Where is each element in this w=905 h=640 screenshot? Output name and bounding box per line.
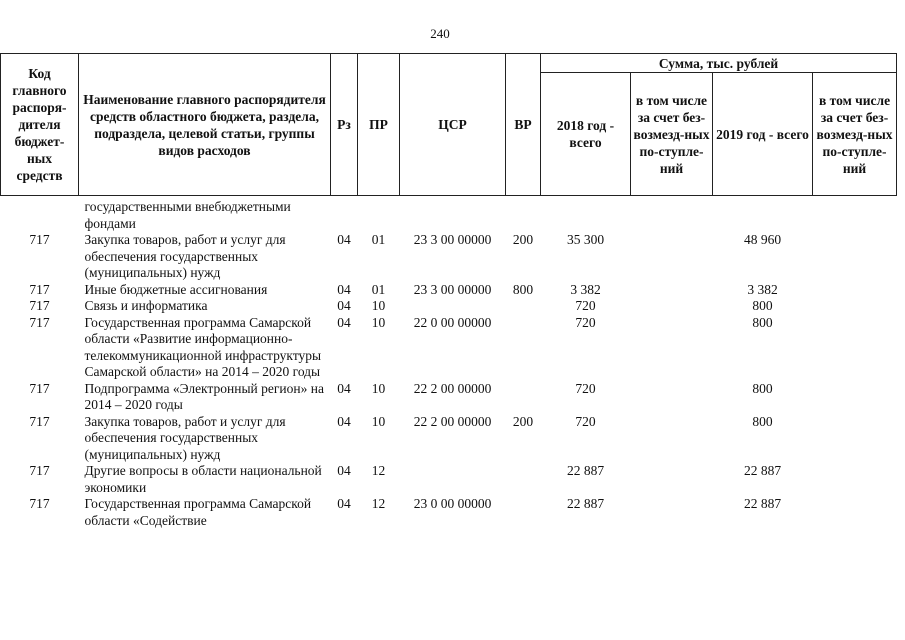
cell-vr	[506, 381, 541, 414]
cell-vr	[506, 298, 541, 315]
cell-vr: 800	[512, 281, 534, 297]
header-sum: Сумма, тыс. рублей	[541, 54, 897, 73]
cell-code: 717	[29, 314, 50, 330]
cell-2018-total: 22 887	[566, 463, 605, 478]
cell-2019-gratuitous	[813, 232, 897, 282]
cell-name: Иные бюджетные ассигнования	[84, 281, 268, 297]
cell-name: Другие вопросы в области национальной экономики	[84, 463, 322, 495]
cell-2019-total	[713, 196, 813, 233]
cell-2018-gratuitous	[631, 315, 713, 381]
cell-2018-total	[541, 196, 631, 233]
cell-2018-gratuitous	[631, 414, 713, 464]
cell-2018-gratuitous	[631, 381, 713, 414]
cell-pr	[358, 196, 400, 233]
cell-2019-gratuitous	[813, 315, 897, 381]
cell-2019-gratuitous	[813, 381, 897, 414]
cell-vr	[506, 315, 541, 381]
cell-2018-total: 3 382	[570, 281, 601, 297]
cell-pr: 10	[371, 314, 386, 330]
cell-pr: 01	[371, 281, 386, 297]
cell-vr: 200	[512, 413, 534, 429]
cell-code: 717	[29, 380, 50, 396]
cell-rz: 04	[337, 463, 351, 478]
cell-2019-total: 48 960	[743, 232, 782, 247]
table-row	[1, 315, 897, 381]
cell-code: 717	[29, 281, 50, 297]
cell-csr: 22 2 00 00000	[413, 413, 492, 429]
cell-vr	[506, 496, 541, 529]
cell-name: Связь и информатика	[84, 298, 208, 313]
cell-pr: 12	[371, 496, 386, 511]
cell-rz: 04	[337, 496, 351, 511]
cell-2019-gratuitous	[813, 496, 897, 529]
cell-pr: 12	[371, 463, 386, 478]
cell-csr	[400, 298, 506, 315]
cell-name: Государственная программа Самарской области «Развитие информационно-телекоммуникационной инфраструктуры Самарской области» на 2014 – 2020 годы	[84, 314, 322, 379]
cell-2019-total: 800	[752, 298, 773, 313]
cell-rz: 04	[337, 380, 351, 396]
cell-pr: 10	[371, 380, 386, 396]
cell-name: государственными внебюджетными фондами	[84, 199, 291, 231]
cell-pr: 10	[371, 298, 386, 313]
header-name: Наименование главного распорядителя средств областного бюджета, раздела, подраздела, целевой статьи, группы видов расходов	[79, 54, 331, 196]
cell-2018-gratuitous	[631, 196, 713, 233]
header-csr: ЦСР	[400, 54, 506, 196]
header-2019-gratuitous: в том числе за счет без-возмезд-ных по-ступле-ний	[813, 73, 897, 196]
cell-2019-total: 800	[752, 413, 773, 429]
table-row	[1, 496, 897, 529]
budget-table	[0, 53, 897, 529]
table-row	[1, 282, 897, 299]
cell-name: Закупка товаров, работ и услуг для обеспечения государственных (муниципальных) нужд	[84, 232, 286, 280]
cell-vr: 200	[512, 232, 534, 247]
cell-csr: 22 2 00 00000	[413, 380, 492, 396]
cell-name: Государственная программа Самарской области «Содействие	[84, 496, 312, 528]
cell-2019-total: 800	[752, 380, 773, 396]
cell-csr: 23 0 00 00000	[413, 496, 492, 511]
cell-csr: 23 3 00 00000	[413, 232, 492, 247]
table-row	[1, 196, 897, 233]
header-vr: ВР	[506, 54, 541, 196]
cell-code: 717	[29, 496, 50, 511]
cell-2018-gratuitous	[631, 463, 713, 496]
cell-rz	[331, 196, 358, 233]
table-row	[1, 381, 897, 414]
cell-csr	[400, 463, 506, 496]
cell-rz: 04	[337, 232, 351, 247]
cell-2018-gratuitous	[631, 298, 713, 315]
header-2019-total: 2019 год - всего	[713, 73, 813, 196]
cell-rz: 04	[337, 298, 351, 313]
cell-rz: 04	[337, 281, 351, 297]
cell-2018-total: 720	[575, 314, 596, 330]
cell-2018-total: 720	[575, 298, 596, 313]
header-2018-gratuitous: в том числе за счет без-возмезд-ных по-ступле-ний	[631, 73, 713, 196]
cell-2018-gratuitous	[631, 232, 713, 282]
cell-csr: 22 0 00 00000	[413, 314, 492, 330]
cell-2019-gratuitous	[813, 463, 897, 496]
cell-2019-gratuitous	[813, 298, 897, 315]
header-2018-total: 2018 год - всего	[541, 73, 631, 196]
cell-2019-gratuitous	[813, 196, 897, 233]
cell-2018-total: 22 887	[566, 496, 605, 511]
cell-2019-gratuitous	[813, 414, 897, 464]
cell-2019-total: 22 887	[743, 463, 782, 478]
cell-2018-total: 35 300	[566, 232, 605, 247]
cell-name: Подпрограмма «Электронный регион» на 2014 – 2020 годы	[84, 380, 324, 412]
cell-2019-total: 22 887	[743, 496, 782, 511]
cell-code: 717	[29, 232, 50, 247]
cell-2018-gratuitous	[631, 282, 713, 299]
cell-csr	[400, 196, 506, 233]
cell-name: Закупка товаров, работ и услуг для обеспечения государственных (муниципальных) нужд	[84, 413, 286, 462]
cell-2019-total: 800	[752, 314, 773, 330]
cell-code	[1, 196, 79, 233]
table-row	[1, 298, 897, 315]
cell-vr	[506, 196, 541, 233]
cell-2018-gratuitous	[631, 496, 713, 529]
cell-2018-total: 720	[575, 413, 596, 429]
header-code: Код главного распоря-дителя бюджет-ных средств	[1, 54, 79, 196]
table-row	[1, 414, 897, 464]
cell-rz: 04	[337, 314, 351, 330]
cell-2019-total: 3 382	[747, 281, 778, 297]
cell-vr	[506, 463, 541, 496]
header-pr: ПР	[358, 54, 400, 196]
cell-2018-total: 720	[575, 380, 596, 396]
cell-code: 717	[29, 413, 50, 429]
page-number: 240	[430, 26, 450, 41]
cell-pr: 01	[371, 232, 386, 247]
table-row	[1, 463, 897, 496]
cell-code: 717	[29, 463, 50, 478]
cell-pr: 10	[371, 413, 386, 429]
header-rz: Рз	[331, 54, 358, 196]
cell-code: 717	[29, 298, 50, 313]
cell-rz: 04	[337, 413, 351, 429]
table-row	[1, 232, 897, 282]
cell-2019-gratuitous	[813, 282, 897, 299]
cell-csr: 23 3 00 00000	[413, 281, 492, 297]
